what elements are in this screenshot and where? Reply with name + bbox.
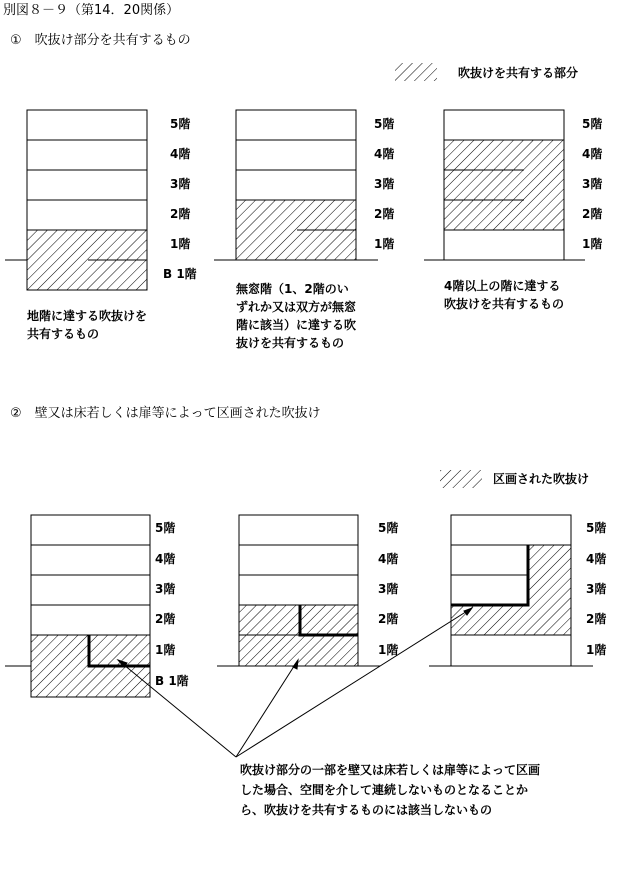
s2a-floor-5: 5階 [155, 521, 176, 535]
section1-legend-label: 吹抜けを共有する部分 [458, 66, 579, 80]
s1b-floor-5: 5階 [374, 117, 395, 131]
s1a-floor-1: 1階 [170, 237, 191, 251]
s2a-floor-2: 2階 [155, 612, 176, 626]
s2a-floor-1: 1階 [155, 643, 176, 657]
s2c-building [451, 515, 571, 666]
s1b-floor-2: 2階 [374, 207, 395, 221]
s1a-building [27, 110, 147, 290]
s1a-floor-2: 2階 [170, 207, 191, 221]
s2-note: 吹抜け部分の一部を壁又は床若しくは扉等によって区画 した場合、空間を介して連続しないものとなることか ら、吹抜けを共有するものには該当しないもの [240, 763, 541, 817]
s1a-basement: B 1階 [163, 267, 197, 281]
s2a-basement: B 1階 [155, 674, 189, 688]
s2c-floor-3: 3階 [586, 582, 607, 596]
section2-heading: ② 壁又は床若しくは扉等によって区画された吹抜け [10, 406, 321, 421]
s1b-floor-4: 4階 [374, 147, 395, 161]
s1c-shaded-area [444, 140, 564, 230]
s2a-building [31, 515, 150, 697]
s1b-building [236, 110, 356, 260]
s1a-floor-4: 4階 [170, 147, 191, 161]
s2-legend-swatch [440, 470, 482, 488]
s1b-caption: 無窓階（1、2階のい ずれか又は双方が無窓 階に該当）に達する吹 抜けを共有するもの [236, 282, 357, 350]
s2c-floor-5: 5階 [586, 521, 607, 535]
figure-title: 別図８－９（第14．20関係） [3, 3, 180, 18]
s2b-floor-5: 5階 [378, 521, 399, 535]
s1b-floor-1: 1階 [374, 237, 395, 251]
s1-legend-swatch [395, 63, 437, 81]
s1a-floor-3: 3階 [170, 177, 191, 191]
s2b-floor-4: 4階 [378, 552, 399, 566]
s2b-floor-1: 1階 [378, 643, 399, 657]
section1-heading: ① 吹抜け部分を共有するもの [10, 33, 191, 48]
s1c-building [444, 110, 564, 260]
section2-legend-label: 区画された吹抜け [493, 472, 590, 486]
s2c-floor-2: 2階 [586, 612, 607, 626]
s2a-floor-3: 3階 [155, 582, 176, 596]
s1c-floor-5: 5階 [582, 117, 603, 131]
s2b-floor-2: 2階 [378, 612, 399, 626]
s1c-floor-3: 3階 [582, 177, 603, 191]
s1a-caption: 地階に達する吹抜けを 共有するもの [27, 309, 148, 341]
s1c-caption: 4階以上の階に達する 吹抜けを共有するもの [444, 279, 565, 311]
s2b-building [239, 515, 358, 666]
s2b-floor-3: 3階 [378, 582, 399, 596]
s2c-shaded-area [451, 545, 571, 635]
s2c-floor-1: 1階 [586, 643, 607, 657]
s1c-floor-4: 4階 [582, 147, 603, 161]
s2a-floor-4: 4階 [155, 552, 176, 566]
s1c-floor-1: 1階 [582, 237, 603, 251]
s1a-floor-5: 5階 [170, 117, 191, 131]
s2c-floor-4: 4階 [586, 552, 607, 566]
s1b-floor-3: 3階 [374, 177, 395, 191]
s1c-floor-2: 2階 [582, 207, 603, 221]
